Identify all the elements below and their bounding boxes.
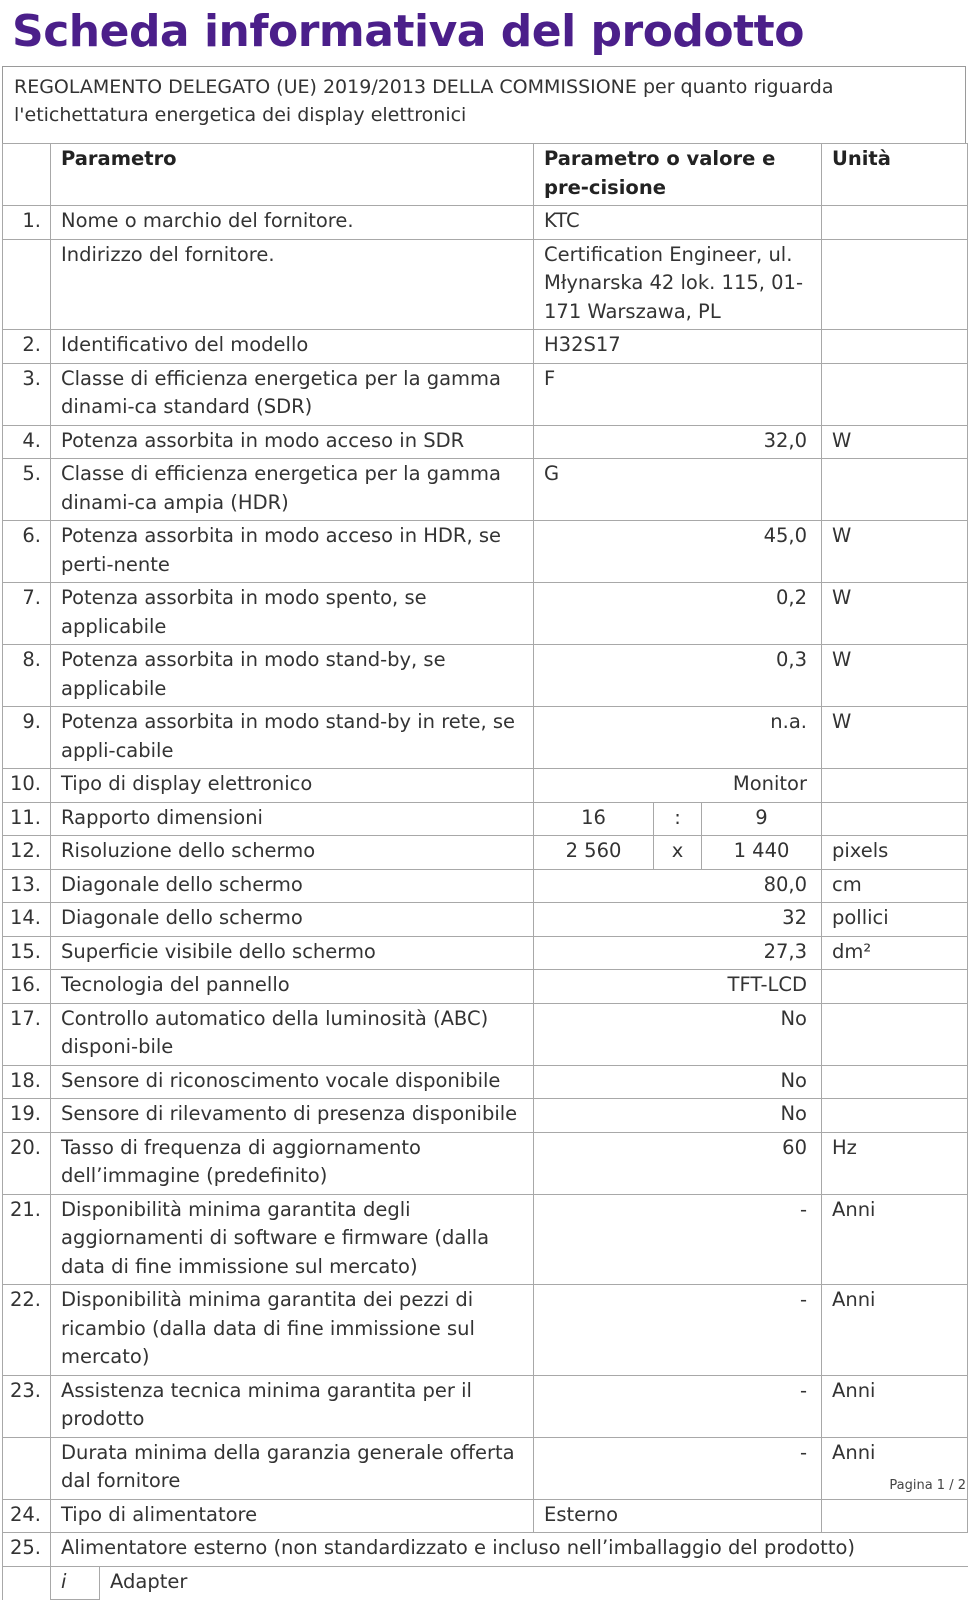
row-label: Potenza assorbita in modo acceso in HDR, se perti-nente [51, 521, 534, 583]
row-unit [822, 363, 968, 425]
table-row [3, 836, 968, 870]
row-unit [822, 1003, 968, 1065]
row-label: Durata minima della garanzia generale offerta dal fornitore [51, 1437, 534, 1499]
row-value: - [534, 1375, 822, 1437]
row-number: 14. [3, 903, 51, 937]
row-value: 0,3 [534, 645, 822, 707]
table-row [3, 936, 968, 970]
table-row [3, 769, 968, 803]
row-value: Esterno [534, 1499, 822, 1533]
table-row [3, 425, 968, 459]
table-row [3, 1533, 968, 1567]
row-number: 17. [3, 1003, 51, 1065]
row-value: G [534, 459, 822, 521]
row-number: 3. [3, 363, 51, 425]
row-number: 7. [3, 583, 51, 645]
row-number: 2. [3, 330, 51, 364]
row-label: Potenza assorbita in modo spento, se applicabile [51, 583, 534, 645]
row-number: 8. [3, 645, 51, 707]
table-row [3, 1003, 968, 1065]
row-unit [822, 1099, 968, 1133]
row-unit: Anni [822, 1437, 968, 1499]
row-label: Sensore di riconoscimento vocale disponibile [51, 1065, 534, 1099]
row-unit: cm [822, 869, 968, 903]
table-row [3, 1099, 968, 1133]
resolution-width: 2 560 [534, 836, 654, 870]
row-unit [822, 1499, 968, 1533]
table-row [3, 970, 968, 1004]
row-unit [822, 330, 968, 364]
row-label: Potenza assorbita in modo stand-by in rete, se appli-cabile [51, 707, 534, 769]
row-label: Diagonale dello schermo [51, 869, 534, 903]
row-label: Risoluzione dello schermo [51, 836, 534, 870]
row-unit: W [822, 645, 968, 707]
row-number: 20. [3, 1132, 51, 1194]
table-row [3, 363, 968, 425]
row-value: No [534, 1003, 822, 1065]
row-number: 10. [3, 769, 51, 803]
row-label: Disponibilità minima garantita degli aggiornamenti di software e firmware (dalla data di fine immissione sul mercato) [51, 1194, 534, 1285]
row-number: 6. [3, 521, 51, 583]
aspect-width: 16 [534, 802, 654, 836]
header-unit: Unità [822, 144, 968, 206]
table-row [3, 1065, 968, 1099]
row-number: 13. [3, 869, 51, 903]
header-parameter: Parametro [51, 144, 534, 206]
table-row [3, 707, 968, 769]
row-unit: dm² [822, 936, 968, 970]
row-value: H32S17 [534, 330, 822, 364]
row-value: n.a. [534, 707, 822, 769]
row-label: Disponibilità minima garantita dei pezzi di ricambio (dalla data di fine immissione sul mercato) [51, 1285, 534, 1376]
row-unit: pixels [822, 836, 968, 870]
row-number: 22. [3, 1285, 51, 1376]
table-row [3, 645, 968, 707]
row-number: 4. [3, 425, 51, 459]
row-number: 25. [3, 1533, 51, 1567]
sub-index: i [51, 1566, 100, 1600]
row-label: Potenza assorbita in modo stand-by, se applicabile [51, 645, 534, 707]
aspect-separator: : [654, 802, 702, 836]
header-value: Parametro o valore e pre-cisione [534, 144, 822, 206]
row-unit: W [822, 425, 968, 459]
row-number: 9. [3, 707, 51, 769]
table-row [3, 1132, 968, 1194]
row-value: No [534, 1099, 822, 1133]
table-row [3, 903, 968, 937]
row-number: 19. [3, 1099, 51, 1133]
table-row [3, 1285, 968, 1376]
row-number: 15. [3, 936, 51, 970]
row-value: - [534, 1194, 822, 1285]
table-row [3, 206, 968, 240]
table-row [3, 583, 968, 645]
row-unit [822, 459, 968, 521]
row-value: F [534, 363, 822, 425]
row-unit: W [822, 707, 968, 769]
row-label: Assistenza tecnica minima garantita per il prodotto [51, 1375, 534, 1437]
row-value: 80,0 [534, 869, 822, 903]
row-value: - [534, 1285, 822, 1376]
row-label: Potenza assorbita in modo acceso in SDR [51, 425, 534, 459]
page-number: Pagina 1 / 2 [889, 1478, 966, 1493]
table-row [3, 1437, 968, 1499]
row-label: Indirizzo del fornitore. [51, 239, 534, 330]
table-header-row [3, 144, 968, 206]
table-row [3, 1566, 968, 1600]
row-label: Identificativo del modello [51, 330, 534, 364]
row-number: 5. [3, 459, 51, 521]
row-unit: Anni [822, 1194, 968, 1285]
row-value: No [534, 1065, 822, 1099]
row-number [3, 1566, 51, 1600]
row-label: Classe di efficienza energetica per la gamma dinami-ca standard (SDR) [51, 363, 534, 425]
resolution-separator: x [654, 836, 702, 870]
row-value: 32,0 [534, 425, 822, 459]
row-unit: pollici [822, 903, 968, 937]
table-row [3, 459, 968, 521]
row-number: 16. [3, 970, 51, 1004]
row-value: 27,3 [534, 936, 822, 970]
table-row [3, 1375, 968, 1437]
row-value: Monitor [534, 769, 822, 803]
row-label: Classe di efficienza energetica per la gamma dinami-ca ampia (HDR) [51, 459, 534, 521]
row-unit: W [822, 521, 968, 583]
resolution-height: 1 440 [702, 836, 822, 870]
product-info-table [2, 143, 968, 1600]
row-value: Certification Engineer, ul. Młynarska 42 lok. 115, 01-171 Warszawa, PL [534, 239, 822, 330]
row-unit [822, 1065, 968, 1099]
row-label: Tipo di alimentatore [51, 1499, 534, 1533]
table-row [3, 1499, 968, 1533]
row-value: 45,0 [534, 521, 822, 583]
row-label: Tasso di frequenza di aggiornamento dell’immagine (predefinito) [51, 1132, 534, 1194]
row-number: 18. [3, 1065, 51, 1099]
row-unit: Hz [822, 1132, 968, 1194]
row-label: Adapter [100, 1566, 968, 1600]
row-label: Sensore di rilevamento di presenza disponibile [51, 1099, 534, 1133]
row-unit [822, 769, 968, 803]
row-number: 21. [3, 1194, 51, 1285]
row-label: Alimentatore esterno (non standardizzato e incluso nell’imballaggio del prodotto) [51, 1533, 968, 1567]
aspect-height: 9 [702, 802, 822, 836]
row-value: 60 [534, 1132, 822, 1194]
table-row [3, 521, 968, 583]
row-label: Rapporto dimensioni [51, 802, 534, 836]
row-label: Diagonale dello schermo [51, 903, 534, 937]
header-number-cell [3, 144, 51, 206]
row-value: 0,2 [534, 583, 822, 645]
row-number: 24. [3, 1499, 51, 1533]
row-value: TFT-LCD [534, 970, 822, 1004]
row-number: 12. [3, 836, 51, 870]
row-value: - [534, 1437, 822, 1499]
table-row [3, 239, 968, 330]
row-number [3, 239, 51, 330]
row-unit [822, 802, 968, 836]
table-row [3, 869, 968, 903]
row-unit: Anni [822, 1285, 968, 1376]
row-value: 32 [534, 903, 822, 937]
row-unit [822, 970, 968, 1004]
row-unit [822, 206, 968, 240]
row-label: Nome o marchio del fornitore. [51, 206, 534, 240]
row-number: 1. [3, 206, 51, 240]
table-row [3, 802, 968, 836]
regulation-subtitle: REGOLAMENTO DELEGATO (UE) 2019/2013 DELLA COMMISSIONE per quanto riguarda l'etichettatura energetica dei display elettronici [14, 76, 834, 126]
row-number: 11. [3, 802, 51, 836]
row-number: 23. [3, 1375, 51, 1437]
row-value: KTC [534, 206, 822, 240]
row-label: Tipo di display elettronico [51, 769, 534, 803]
row-label: Tecnologia del pannello [51, 970, 534, 1004]
row-label: Superficie visibile dello schermo [51, 936, 534, 970]
row-unit [822, 239, 968, 330]
row-number [3, 1437, 51, 1499]
table-row [3, 1194, 968, 1285]
row-unit: W [822, 583, 968, 645]
page-title: Scheda informativa del prodotto [12, 6, 804, 57]
table-row [3, 330, 968, 364]
row-unit: Anni [822, 1375, 968, 1437]
row-label: Controllo automatico della luminosità (ABC) disponi-bile [51, 1003, 534, 1065]
